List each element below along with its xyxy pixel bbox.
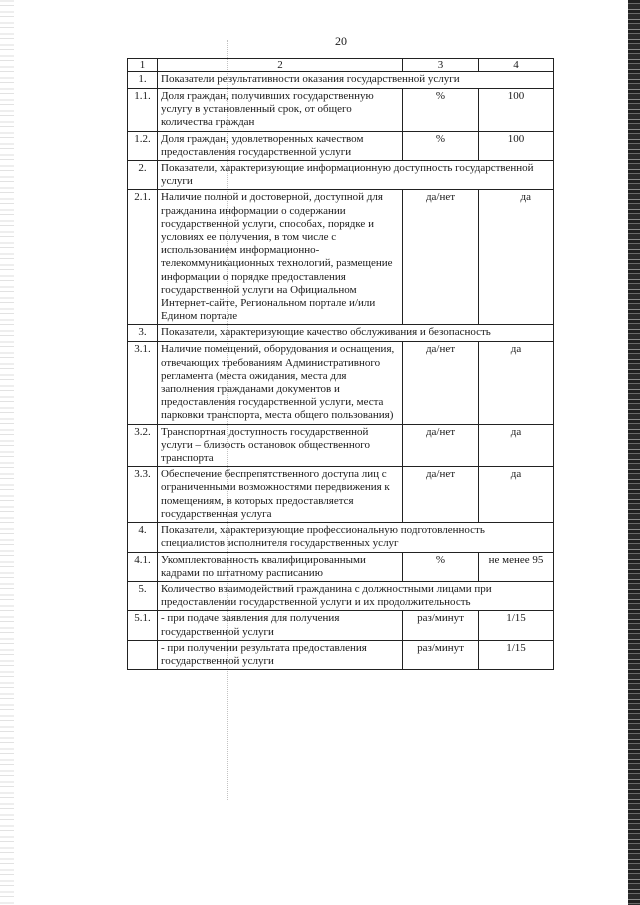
header-cell: 2: [158, 59, 403, 72]
section-title: Показатели, характеризующие качество обслуживания и безопасность: [158, 325, 554, 342]
indicator-text: Наличие полной и достоверной, доступной для гражданина информации о содержании государственной услуги, способах, порядке и условиях ее получения, в том числе с использованием информационно-телекоммуникационных технологий, размещение информации о порядке предоставления государственной услуги на Официальном Интернет-сайте, Региональном портале и/или Едином портале: [158, 190, 403, 325]
unit-cell: да/нет: [403, 190, 479, 325]
row-number: 3.3.: [128, 467, 158, 523]
unit-cell: да/нет: [403, 467, 479, 523]
row-number: 3.2.: [128, 424, 158, 467]
indicator-text: - при получении результата предоставления государственной услуги: [158, 640, 403, 669]
table-row: [128, 190, 554, 325]
indicators-table: [127, 58, 554, 670]
row-number: 2.1.: [128, 190, 158, 325]
header-cell: 3: [403, 59, 479, 72]
table-row: [128, 467, 554, 523]
unit-cell: да/нет: [403, 342, 479, 424]
unit-cell: раз/минут: [403, 640, 479, 669]
indicator-text: - при подаче заявления для получения государственной услуги: [158, 611, 403, 640]
value-cell: да: [479, 342, 554, 424]
scan-edge-left: [0, 0, 14, 905]
value-cell: 1/15: [479, 611, 554, 640]
row-number: 3.1.: [128, 342, 158, 424]
unit-cell: %: [403, 552, 479, 581]
table-row: [128, 342, 554, 424]
row-number: 4.: [128, 523, 158, 552]
indicator-text: Доля граждан, получивших государственную услугу в установленный срок, от общего количества граждан: [158, 89, 403, 132]
section-row: [128, 581, 554, 610]
section-row: [128, 523, 554, 552]
unit-cell: %: [403, 89, 479, 132]
section-title: Показатели результативности оказания государственной услуги: [158, 72, 554, 89]
section-title: Количество взаимодействий гражданина с должностными лицами при предоставлении государственной услуги и их продолжительность: [158, 581, 554, 610]
unit-cell: раз/минут: [403, 611, 479, 640]
scan-edge-right: [628, 0, 640, 905]
value-cell: да: [479, 190, 554, 325]
unit-cell: да/нет: [403, 424, 479, 467]
indicator-text: Обеспечение беспрепятственного доступа лиц с ограниченными возможностями передвижения к помещениям, в которых предоставляется государственная услуга: [158, 467, 403, 523]
table-row: [128, 89, 554, 132]
section-title: Показатели, характеризующие профессиональную подготовленность специалистов исполнителя государственных услуг: [158, 523, 554, 552]
row-number: 3.: [128, 325, 158, 342]
section-row: [128, 161, 554, 190]
row-number: 5.1.: [128, 611, 158, 640]
indicator-text: Доля граждан, удовлетворенных качеством предоставления государственной услуги: [158, 131, 403, 160]
section-row: [128, 325, 554, 342]
table-row: [128, 552, 554, 581]
table-row: [128, 424, 554, 467]
section-title: Показатели, характеризующие информационную доступность государственной услуги: [158, 161, 554, 190]
table-row: [128, 640, 554, 669]
row-number: 1.1.: [128, 89, 158, 132]
value-cell: 100: [479, 89, 554, 132]
row-number: 4.1.: [128, 552, 158, 581]
indicator-text: Транспортная доступность государственной услуги – близость остановок общественного транспорта: [158, 424, 403, 467]
row-number: 5.: [128, 581, 158, 610]
page-number: 20: [335, 34, 347, 48]
header-cell: 4: [479, 59, 554, 72]
table-header-row: [128, 59, 554, 72]
section-row: [128, 72, 554, 89]
indicator-text: Наличие помещений, оборудования и оснащения, отвечающих требованиям Административного регламента (места ожидания, места для заполнения гражданами документов и предоставления государственной услуги, места парковки транспорта, места общего пользования): [158, 342, 403, 424]
row-number: 1.: [128, 72, 158, 89]
row-number: [128, 640, 158, 669]
value-cell: да: [479, 424, 554, 467]
value-cell: 100: [479, 131, 554, 160]
value-cell: 1/15: [479, 640, 554, 669]
row-number: 1.2.: [128, 131, 158, 160]
value-cell: да: [479, 467, 554, 523]
table-row: [128, 611, 554, 640]
unit-cell: %: [403, 131, 479, 160]
row-number: 2.: [128, 161, 158, 190]
header-cell: 1: [128, 59, 158, 72]
indicator-text: Укомплектованность квалифицированными кадрами по штатному расписанию: [158, 552, 403, 581]
value-cell: не менее 95: [479, 552, 554, 581]
table-row: [128, 131, 554, 160]
